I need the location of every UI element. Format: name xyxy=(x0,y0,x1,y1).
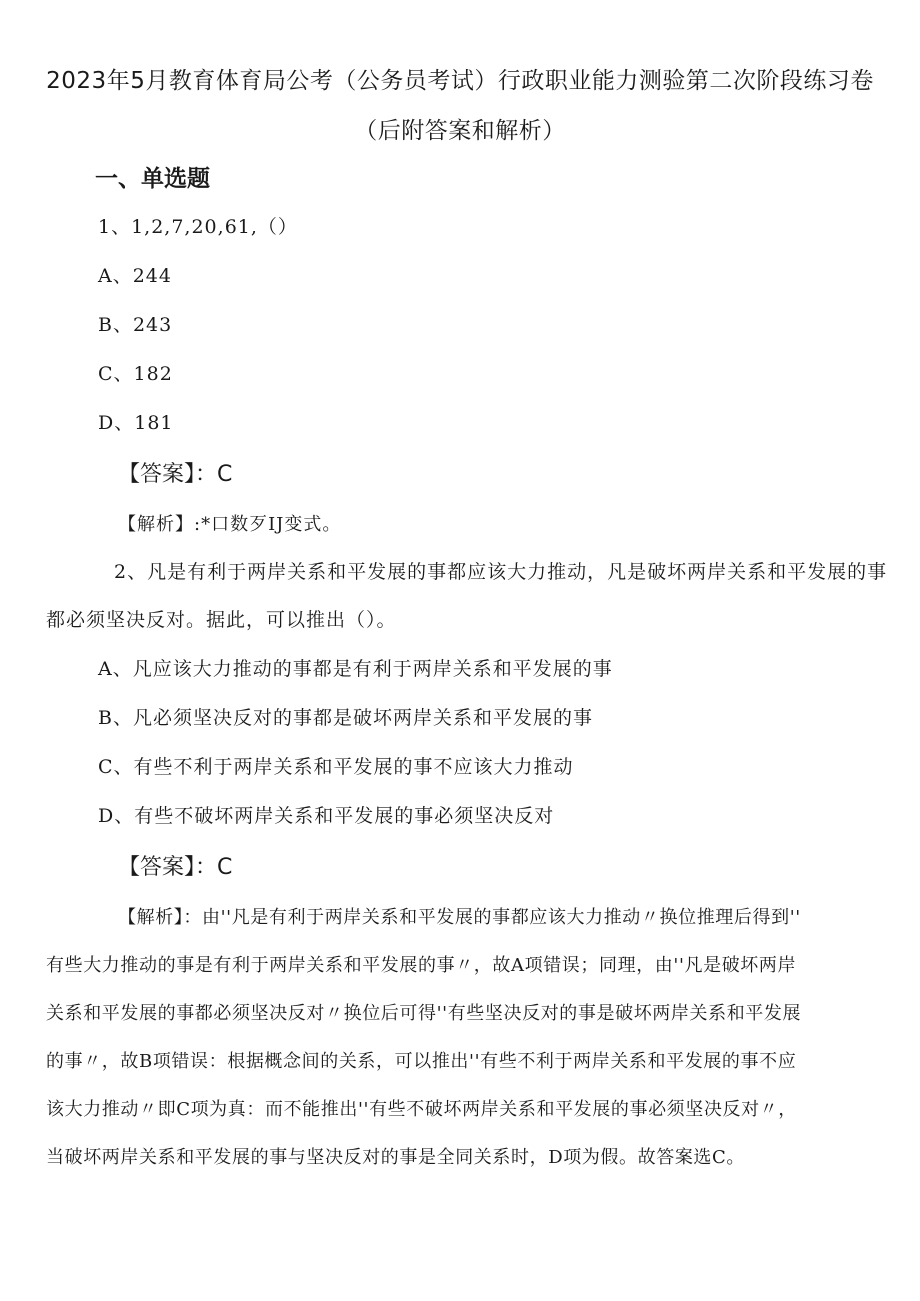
question-2-answer: 【答案】：C xyxy=(118,855,233,880)
question-1-option-d: D、181 xyxy=(98,412,174,434)
question-2-analysis-line-1: 【解析】：由''凡是有利于两岸关系和平发展的事都应该大力推动〃换位推理后得到'' xyxy=(118,907,801,928)
question-1-answer: 【答案】：C xyxy=(118,462,233,487)
question-2-analysis-line-6: 当破坏两岸关系和平发展的事与坚决反对的事是全同关系时，D项为假。故答案选C。 xyxy=(46,1147,745,1168)
question-1-stem: 1、1,2,7,20,61,（） xyxy=(98,216,298,238)
question-2-option-a: A、凡应该大力推动的事都是有利于两岸关系和平发展的事 xyxy=(98,658,613,680)
question-2-stem-line-2: 都必须坚决反对。据此，可以推出（）。 xyxy=(46,609,397,631)
question-2-option-c: C、有些不利于两岸关系和平发展的事不应该大力推动 xyxy=(98,756,574,778)
question-2-analysis-line-3: 关系和平发展的事都必须坚决反对〃换位后可得''有些坚决反对的事是破坏两岸关系和平发展 xyxy=(46,1003,802,1024)
question-2-stem-line-1: 2、凡是有利于两岸关系和平发展的事都应该大力推动，凡是破坏两岸关系和平发展的事 xyxy=(114,561,888,583)
document-title-line-2: （后附答案和解析） xyxy=(354,118,566,144)
question-2-option-b: B、凡必须坚决反对的事都是破坏两岸关系和平发展的事 xyxy=(98,707,593,729)
question-2-analysis-line-5: 该大力推动〃即C项为真：而不能推出''有些不破坏两岸关系和平发展的事必须坚决反对〃， xyxy=(46,1099,797,1120)
question-1-analysis: 【解析】:*口数歹IJ变式。 xyxy=(118,514,342,535)
question-1-option-c: C、182 xyxy=(98,363,173,385)
question-2-analysis-line-4: 的事〃，故B项错误：根据概念间的关系，可以推出''有些不利于两岸关系和平发展的事不应 xyxy=(46,1051,797,1072)
question-2-analysis-line-2: 有些大力推动的事是有利于两岸关系和平发展的事〃，故A项错误；同理，由''凡是破坏两岸 xyxy=(46,955,797,976)
document-title-line-1: 2023年5月教育体育局公考（公务员考试）行政职业能力测验第二次阶段练习卷 xyxy=(46,68,874,94)
question-1-option-a: A、244 xyxy=(98,265,172,287)
question-2-option-d: D、有些不破坏两岸关系和平发展的事必须坚决反对 xyxy=(98,805,555,827)
section-heading: 一、单选题 xyxy=(95,166,210,192)
question-1-option-b: B、243 xyxy=(98,314,173,336)
